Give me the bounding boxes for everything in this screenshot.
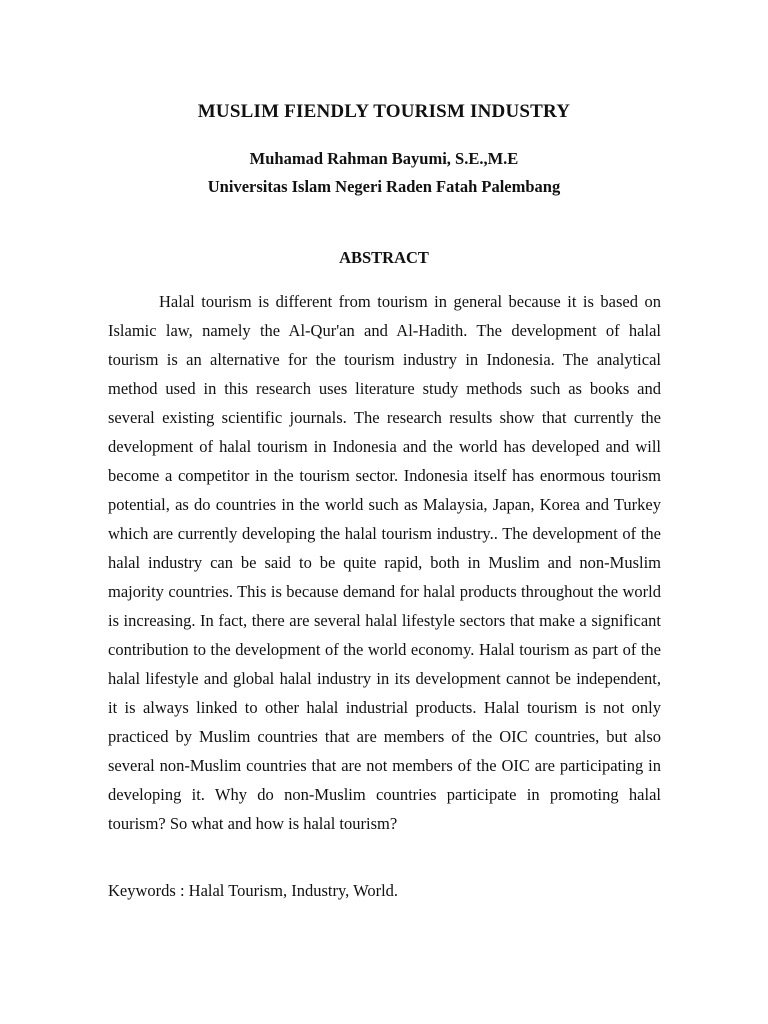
- paper-title: MUSLIM FIENDLY TOURISM INDUSTRY: [197, 101, 571, 122]
- keywords-line: Keywords : Halal Tourism, Industry, World.: [108, 881, 399, 900]
- author-name: Muhamad Rahman Bayumi, S.E.,M.E: [249, 149, 519, 168]
- author-affiliation: Universitas Islam Negeri Raden Fatah Palembang: [207, 177, 561, 196]
- abstract-text: Halal tourism is different from tourism in general because it is based on Islamic law, namely the Al-Qur'an and Al-Hadith. The development of halal tourism is an alternative for the tourism industry in Indonesia. The analytical method used in this research uses literature study methods such as books and several existing scientific journals. The research results show that currently the development of halal tourism in Indonesia and the world has developed and will become a competitor in the tourism sector. Indonesia itself has enormous tourism potential, as do countries in the world such as Malaysia, Japan, Korea and Turkey which are currently developing the halal tourism industry.. The development of the halal industry can be said to be quite rapid, both in Muslim and non-Muslim majority countries. This is because demand for halal products throughout the world is increasing. In fact, there are several halal lifestyle sectors that make a significant contribution to the development of the world economy. Halal tourism as part of the halal lifestyle and global halal industry in its development cannot be independent, it is always linked to other halal industrial products. Halal tourism is not only practiced by Muslim countries that are members of the OIC countries, but also several non-Muslim countries that are not members of the OIC are participating in developing it. Why do non-Muslim countries participate in promoting halal tourism? So what and how is halal tourism?: [108, 292, 661, 833]
- abstract-heading: ABSTRACT: [339, 248, 429, 267]
